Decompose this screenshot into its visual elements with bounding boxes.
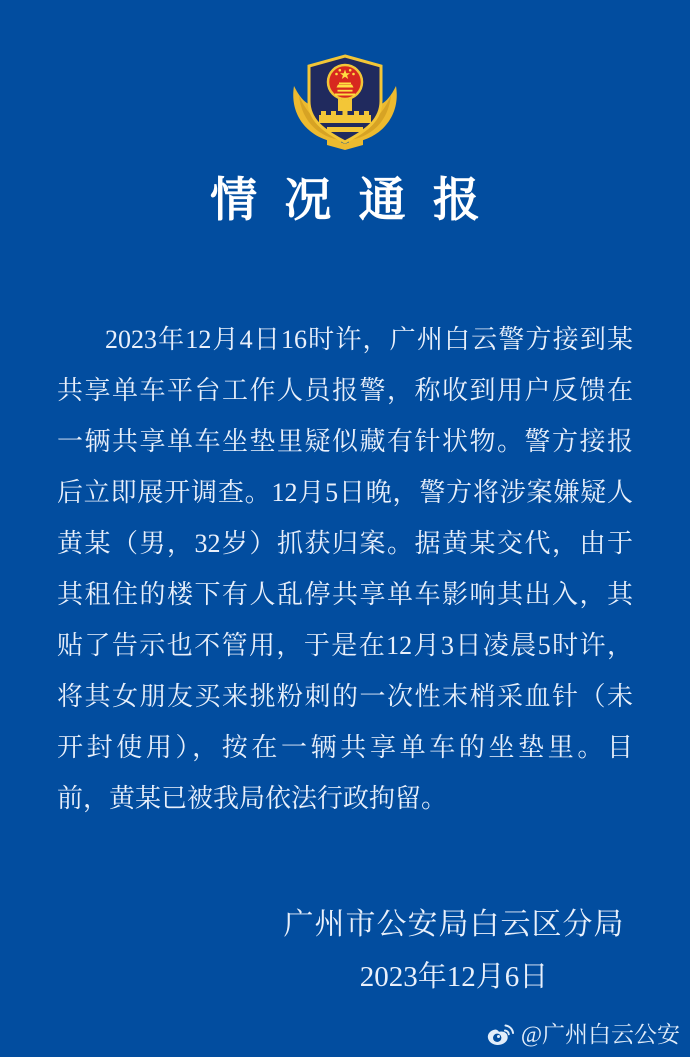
body-line: 2023年12月4日16时许，广州白云警方接到某 (105, 325, 633, 354)
body-line: 将其女朋友买来挑粉刺的一次性末梢采血针（未 (57, 682, 633, 711)
notice-body (57, 314, 633, 824)
body-line: 其租住的楼下有人乱停共享单车影响其出入，其 (57, 580, 633, 609)
body-line: 前，黄某已被我局依法行政拘留。 (57, 784, 448, 813)
body-line: 黄某（男，32岁）抓获归案。据黄某交代，由于 (57, 529, 633, 558)
weibo-icon (486, 1021, 516, 1048)
body-line: 开封使用），按在一辆共享单车的坐垫里。目 (57, 733, 633, 762)
police-emblem-icon (283, 53, 407, 150)
body-line: 后立即展开调查。12月5日晚，警方将涉案嫌疑人 (57, 478, 633, 507)
body-line: 共享单车平台工作人员报警，称收到用户反馈在 (57, 376, 633, 405)
signature-date: 2023年12月6日 (359, 961, 549, 993)
signature-agency: 广州市公安局白云区分局 (283, 908, 625, 941)
weibo-watermark (486, 1021, 680, 1048)
notice-title: 情况通报 (210, 175, 508, 227)
weibo-handle: @广州白云公安 (520, 1022, 680, 1047)
body-line: 贴了告示也不管用，于是在12月3日凌晨5时许， (57, 631, 633, 660)
body-line: 一辆共享单车坐垫里疑似藏有针状物。警方接报 (57, 427, 633, 456)
